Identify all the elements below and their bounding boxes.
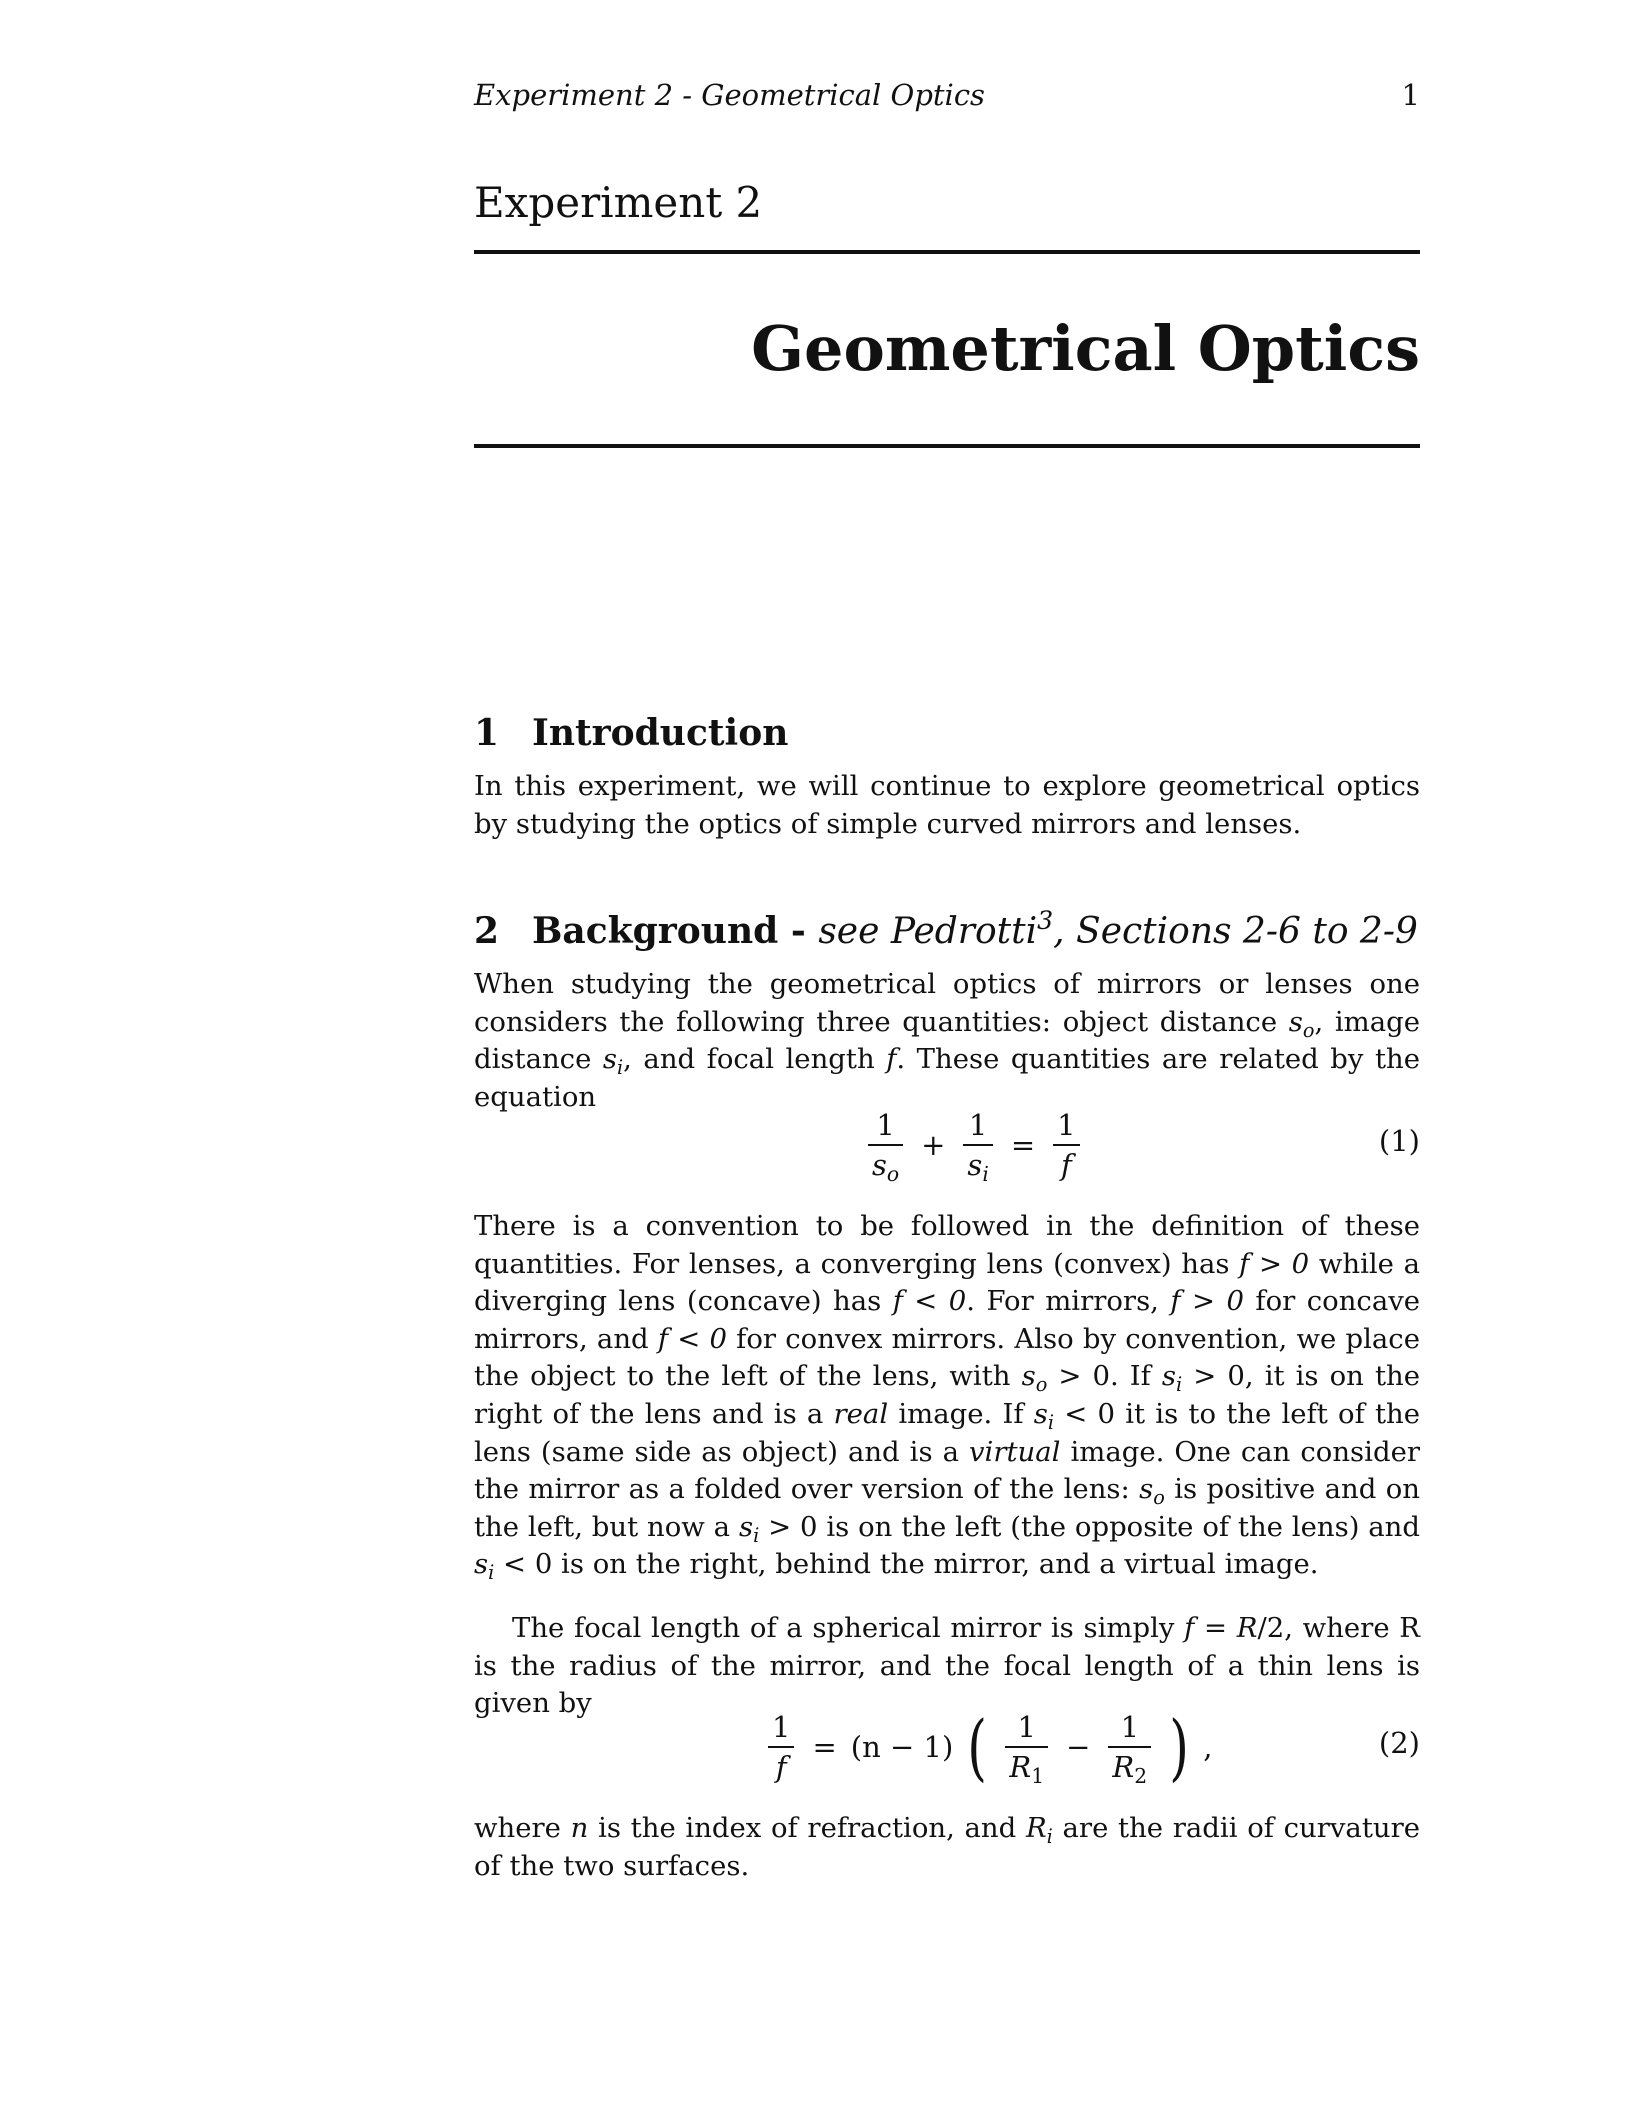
section-reference: see Pedrotti$^3$, Sections 2-6 to 2-9 xyxy=(818,906,1418,952)
background-paragraph-1: When studying the geometrical optics of mirrors or lenses one considers the following three quantities: object distance $s_o$, image distance $s_i$, and focal length f. These quantities are related by the equation xyxy=(474,968,1420,1113)
equation-2: $\frac{1}{f}$ = (n − 1) ( $\frac{1}{R_1}$ − $\frac{1}{R_2}$ ) , (2) xyxy=(474,1702,1420,1792)
fraction: $\frac{1}{f}$ xyxy=(1049,1106,1083,1184)
fraction: $\frac{1}{R_1}$ xyxy=(1001,1708,1052,1786)
section-heading-introduction xyxy=(474,712,788,754)
background-paragraph-3: The focal length of a spherical mirror is simply f = R/2, where R is the radius of the mirror, and the focal length of a thin lens is given by xyxy=(474,1612,1420,1720)
equation-number: (2) xyxy=(1378,1726,1420,1760)
fraction: $\frac{1}{s_i}$ xyxy=(959,1106,996,1184)
section-title: Background - xyxy=(532,910,806,952)
intro-paragraph: In this experiment, we will continue to explore geometrical optics by studying the optics of simple curved mirrors and lenses. xyxy=(474,770,1420,840)
fraction: $\frac{1}{s_o}$ xyxy=(864,1106,907,1184)
bottom-rule xyxy=(474,444,1420,448)
background-paragraph-2: There is a convention to be followed in the definition of these quantities. For lenses, a converging lens (convex) has f > 0 while a diverging lens (concave) has f < 0. For mirrors, f > 0 for concave mirrors, and f < 0 for convex mirrors. Also by convention, we place the object to the left of the lens, with $s_o > 0$. If $s_i > 0$, it is on the right of the lens and is a real image. If $s_i < 0$ it is to the left of the lens (same side as object) and is a virtual image. One can consider the mirror as a folded over version of the lens: $s_o$ is positive and on the left, but now a $s_i > 0$ is on the left (the opposite of the lens) and $s_i < 0$ is on the right, behind the mirror, and a virtual image. xyxy=(474,1210,1421,1585)
page-title: Geometrical Optics xyxy=(751,312,1420,385)
factor: (n − 1) xyxy=(850,1730,954,1764)
fraction: $\frac{1}{f}$ xyxy=(764,1708,798,1786)
running-header-title: Experiment 2 - Geometrical Optics xyxy=(474,78,985,112)
top-rule xyxy=(474,250,1420,254)
equation-number: (1) xyxy=(1378,1124,1420,1158)
page-number: 1 xyxy=(1401,78,1420,112)
section-number: 2 xyxy=(474,910,500,952)
chapter-label: Experiment 2 xyxy=(474,178,763,227)
section-heading-background xyxy=(474,906,1418,952)
background-paragraph-4: where n is the index of refraction, and $R_i$ are the radii of curvature of the two surfaces. xyxy=(474,1812,1421,1882)
section-title: Introduction xyxy=(532,712,789,754)
fraction: $\frac{1}{R_2}$ xyxy=(1104,1708,1155,1786)
equation-1: $\frac{1}{s_o}$ + $\frac{1}{s_i}$ = $\frac{1}{f}$ (1) xyxy=(474,1100,1420,1190)
section-number: 1 xyxy=(474,712,500,754)
